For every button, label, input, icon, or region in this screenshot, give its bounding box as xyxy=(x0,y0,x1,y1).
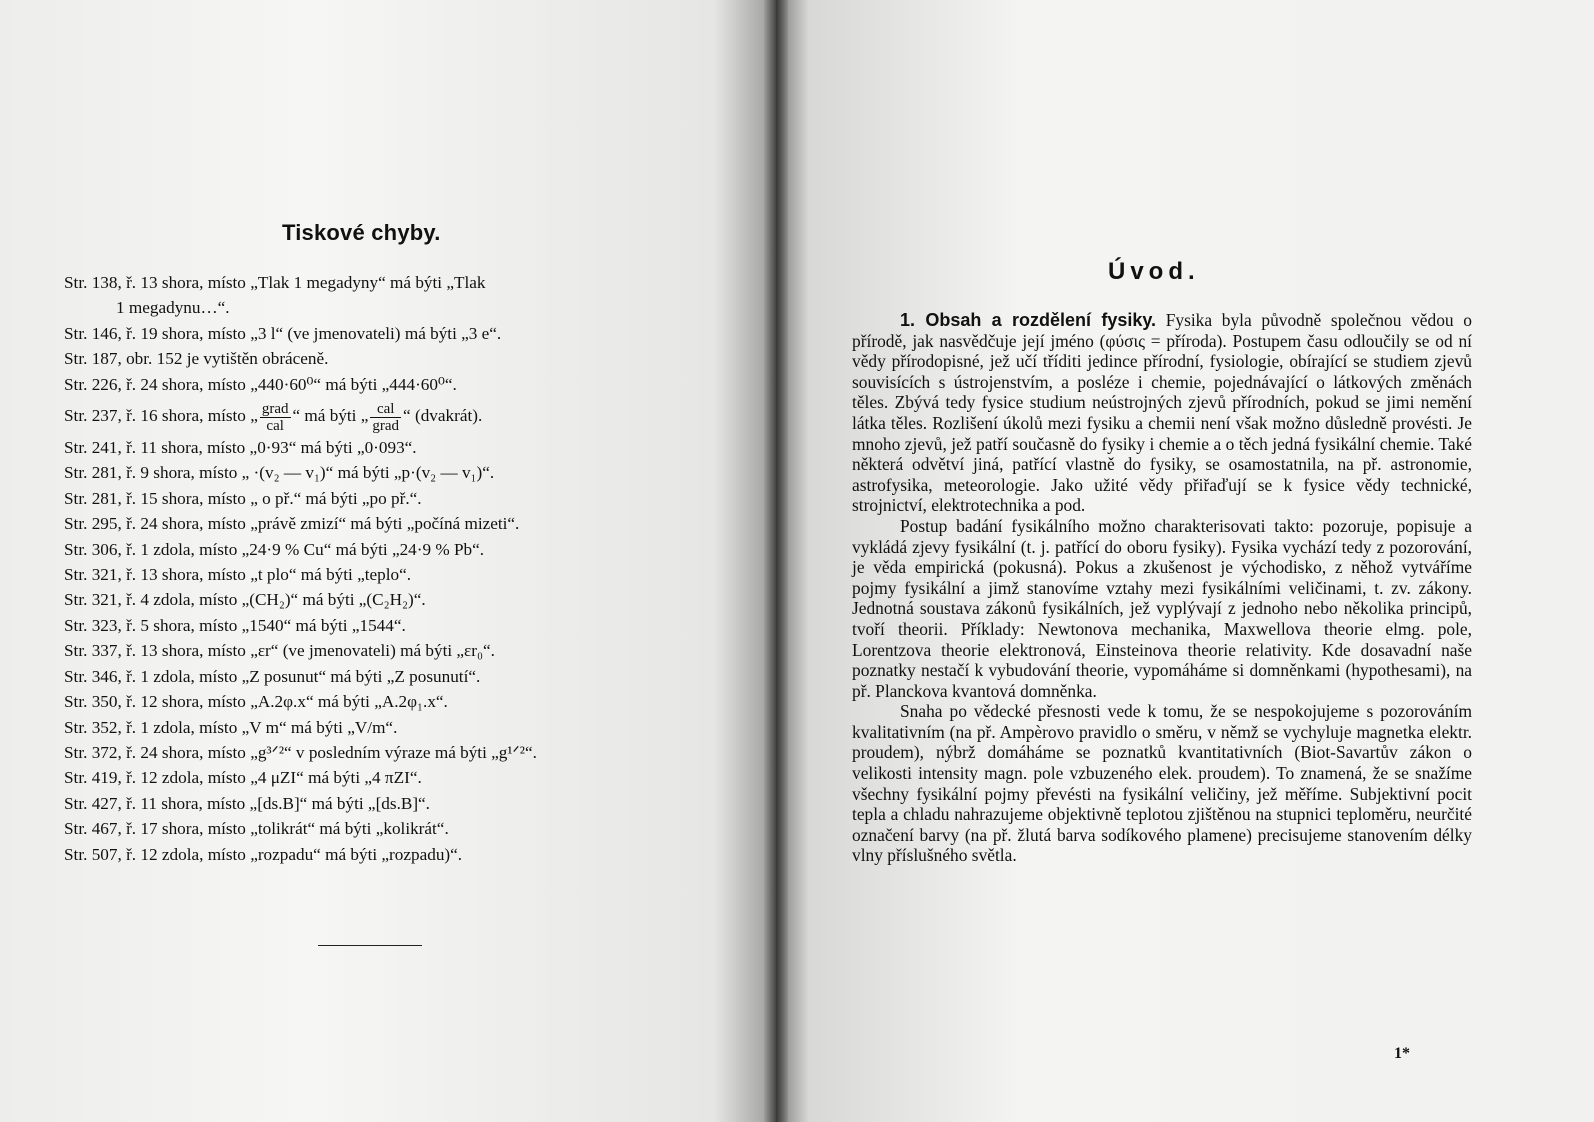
errata-row: Str. 281, ř. 9 shora, místo „ ·(v₂ — v₁)“ má býti „p·(v₂ — v₁)“. xyxy=(64,463,495,483)
errata-list xyxy=(64,270,704,867)
errata-row: Str. 306, ř. 1 zdola, místo „24·9 % Cu“ má býti „24·9 % Pb“. xyxy=(64,539,485,559)
errata-row: Str. 226, ř. 24 shora, místo „440·60⁰“ má býti „444·60⁰“. xyxy=(64,374,457,394)
fraction-right xyxy=(370,401,401,434)
fraction-right-numerator: cal xyxy=(370,401,401,418)
errata-title: Tiskové chyby. xyxy=(282,220,441,245)
errata-row: Str. 281, ř. 15 shora, místo „ o př.“ má býti „po př.“. xyxy=(64,488,422,508)
errata-row: Str. 138, ř. 13 shora, místo „Tlak 1 megadyny“ má býti „Tlak xyxy=(64,273,486,292)
errata-row: Str. 419, ř. 12 zdola, místo „4 μZI“ má býti „4 πZI“. xyxy=(64,768,422,788)
end-rule-divider xyxy=(318,945,422,946)
errata-row: Str. 295, ř. 24 shora, místo „právě zmizí“ má býti „počíná mizeti“. xyxy=(64,514,520,534)
errata-row-fraction xyxy=(64,397,704,435)
errata-row: Str. 352, ř. 1 zdola, místo „V m“ má býti „V/m“. xyxy=(64,717,398,737)
errata-row: Str. 146, ř. 19 shora, místo „3 l“ (ve jmenovateli) má býti „3 e“. xyxy=(64,323,502,343)
paragraph-2: Postup badání fysikálního možno charakterisovati takto: pozoruje, popisuje a vykládá zjevy fysikální (t. j. patřící do oboru fysiky). Fysika vychází tedy z pozorování, je věda empirická (pokusná). Pokus a zkušenost je východisko, z něhož vytváříme pojmy fysikální a jimž stanovíme vztahy mezi fysikálními veličinami, t. zv. zákony. Jednotná soustava zákonů fysikálních, jež vyplývají z jednoho nebo několika principů, tvoří theorii. Příklady: Newtonova mechanika, Maxwellova theorie elmg. pole, Lorentzova theorie elektronová, Einsteinova theorie relativity. Kde dosavadní naše poznatky nestačí k vybudování theorie, vypomáháme si domněnkami (hypothesami), na př. Planckova kvantová domněnka. xyxy=(852,515,1472,701)
paragraph-3: Snaha po vědecké přesnosti vede k tomu, že se nespokojujeme s pozorováním kvalitativním (na př. Ampèrovo pravidlo o směru, v němž se vychyluje magnetka elektr. proudem), nýbrž domáháme se poznatků kvantitativních (Biot-Savartův zákon o velikosti intensity magn. pole vzbuzeného elek. proudem). To znamená, že se snažíme všechny fysikální pojmy převésti na fysikální veličiny, jež měříme. Subjektivní pocit tepla a chladu nahrazujeme objektivně teplotou zjištěnou na stupnici teploměru, neurčité označení barvy (na př. žlutá barva sodíkového plamene) precisujeme stanovením délky vlny příslušného světla. xyxy=(852,701,1472,866)
errata-row: Str. 187, obr. 152 je vytištěn obráceně. xyxy=(64,349,329,369)
errata-fraction-mid: “ má býti „ xyxy=(292,406,369,426)
errata-row: Str. 337, ř. 13 shora, místo „εr“ (ve jmenovateli) má býti „εr₀“. xyxy=(64,641,495,661)
errata-row: Str. 241, ř. 11 shora, místo „0·93“ má býti „0·093“. xyxy=(64,438,417,458)
book-gutter xyxy=(764,0,788,1122)
chapter-title: Úvod. xyxy=(1108,258,1200,285)
fraction-wrong-numerator: grad xyxy=(261,400,289,417)
paragraph-1 xyxy=(852,310,1472,516)
errata-row: Str. 427, ř. 11 shora, místo „[ds.B]“ má býti „[ds.B]“. xyxy=(64,793,430,813)
errata-row-continuation: 1 megadynu…“. xyxy=(116,298,230,318)
errata-row: Str. 507, ř. 12 zdola, místo „rozpadu“ má býti „rozpadu)“. xyxy=(64,844,463,864)
errata-row: Str. 467, ř. 17 shora, místo „tolikrát“ má býti „kolikrát“. xyxy=(64,819,449,839)
errata-row: Str. 323, ř. 5 shora, místo „1540“ má býti „1544“. xyxy=(64,615,406,635)
page-number: 1* xyxy=(1394,1045,1410,1062)
fraction-wrong xyxy=(260,401,291,434)
chapter-body xyxy=(852,310,1472,866)
errata-row: Str. 321, ř. 13 shora, místo „t plo“ má býti „teplo“. xyxy=(64,565,412,585)
errata-fraction-prefix: Str. 237, ř. 16 shora, místo „ xyxy=(64,406,258,426)
fraction-wrong-denominator: cal xyxy=(266,417,284,434)
section-heading: 1. Obsah a rozdělení fysiky. xyxy=(900,310,1157,330)
errata-row: Str. 321, ř. 4 zdola, místo „(CH₂)“ má býti „(C₂H₂)“. xyxy=(64,590,426,610)
fraction-right-denominator: grad xyxy=(372,417,400,434)
paragraph-1-text: Fysika byla původně společnou vědou o přírodě, jak nasvědčuje její jméno (φύσις = příroda). Postupem času odloučily se od ní vědy přírodopisné, jež učí tříditi jedince přírodní, fysiologie, obírající se studiem zjevů souvisících s ústrojenstvím, a posléze i chemie, pojednávající o látkových změnách těles. Zbývá tedy fysice studium neústrojných zjevů přírodních, pokud se jimi nemění látka těles. Rozlišení úkolů mezi fysiku a chemii není však možno důsledně provésti. Je mnoho zjevů, jež patří současně do fysiky i chemie a o těch jedná fysikální chemie. Také některá odvětví jiná, patřící vlastně do fysiky, se osamostatnila, na př. astronomie, astrofysika, meteorologie. Jako užité vědy přiřaďují se k fysice vědy technické, strojnictví, elektrotechnika a pod. xyxy=(852,310,1472,516)
errata-row: Str. 372, ř. 24 shora, místo „g³ᐟ²“ v posledním výraze má býti „g¹ᐟ²“. xyxy=(64,742,537,762)
errata-fraction-suffix: “ (dvakrát). xyxy=(403,406,483,426)
errata-row: Str. 346, ř. 1 zdola, místo „Z posunut“ má býti „Z posunutí“. xyxy=(64,666,481,686)
errata-row: Str. 350, ř. 12 shora, místo „A.2φ.x“ má býti „A.2φ₁.x“. xyxy=(64,692,448,712)
